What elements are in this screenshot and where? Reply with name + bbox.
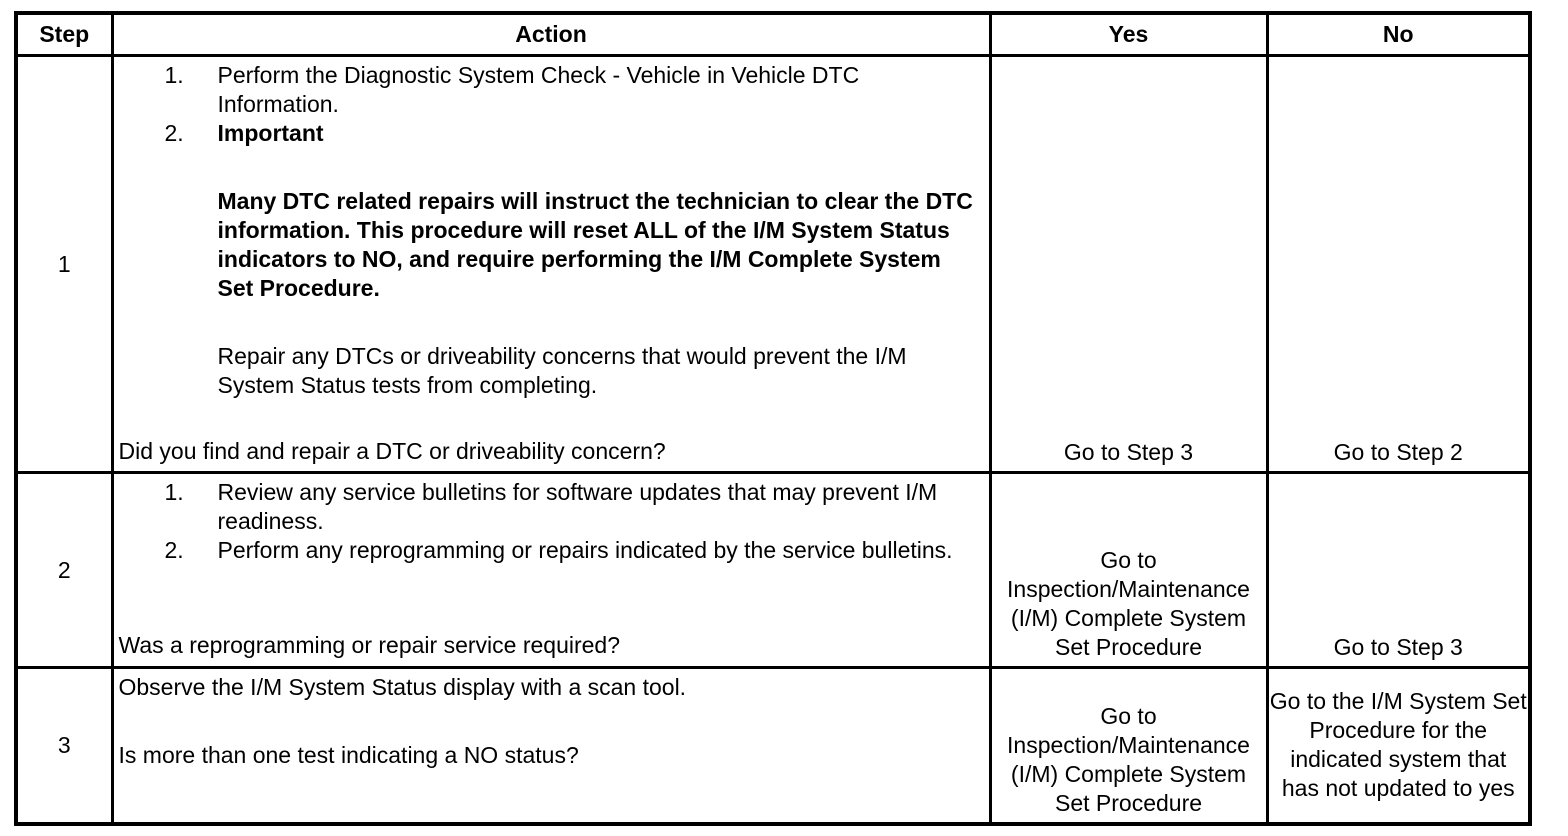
table-row [16,473,1530,668]
yes-cell: Go to Inspection/Maintenance (I/M) Complete System Set Procedure [990,668,1267,824]
diagnostic-table [14,11,1532,826]
list-number: 2. [164,120,184,146]
repair-note: Repair any DTCs or driveability concerns that would prevent the I/M System Status tests from completing. [217,343,907,398]
observe-text: Observe the I/M System Status display with a scan tool. [118,674,687,700]
action-cell [112,56,990,473]
action-cell [112,668,990,824]
yes-cell: Go to Step 3 [990,56,1267,473]
action-list [119,61,983,148]
list-text: Perform the Diagnostic System Check - Vehicle in Vehicle DTC Information. [217,62,860,117]
header-step: Step [16,13,112,56]
list-text: Review any service bulletins for software updates that may prevent I/M readiness. [217,479,938,534]
list-text: Perform any reprogramming or repairs indicated by the service bulletins. [217,537,953,563]
important-label: Important [217,120,324,146]
important-note: Many DTC related repairs will instruct the technician to clear the DTC information. This procedure will reset ALL of the I/M System Status indicators to NO, and require performing the I/M Complete System Set Procedure. [217,188,973,301]
no-cell: Go to Step 3 [1267,473,1530,668]
header-yes: Yes [990,13,1267,56]
step-number: 2 [16,473,112,668]
step-number: 3 [16,668,112,824]
header-row [16,13,1530,56]
list-item [119,119,983,148]
action-list [119,478,983,565]
step-number: 1 [16,56,112,473]
list-number: 2. [164,537,184,563]
action-cell [112,473,990,668]
list-number: 1. [164,479,184,505]
table-row [16,668,1530,824]
header-action: Action [112,13,990,56]
table-row [16,56,1530,473]
no-cell: Go to the I/M System Set Procedure for the indicated system that has not updated to yes [1267,668,1530,824]
header-no: No [1267,13,1530,56]
no-cell: Go to Step 2 [1267,56,1530,473]
question-text: Was a reprogramming or repair service required? [118,632,621,658]
list-number: 1. [164,62,184,88]
list-item [119,61,983,119]
question-text: Did you find and repair a DTC or driveability concern? [118,438,666,464]
yes-cell: Go to Inspection/Maintenance (I/M) Complete System Set Procedure [990,473,1267,668]
list-item [119,536,983,565]
list-item [119,478,983,536]
question-text: Is more than one test indicating a NO status? [118,742,579,768]
